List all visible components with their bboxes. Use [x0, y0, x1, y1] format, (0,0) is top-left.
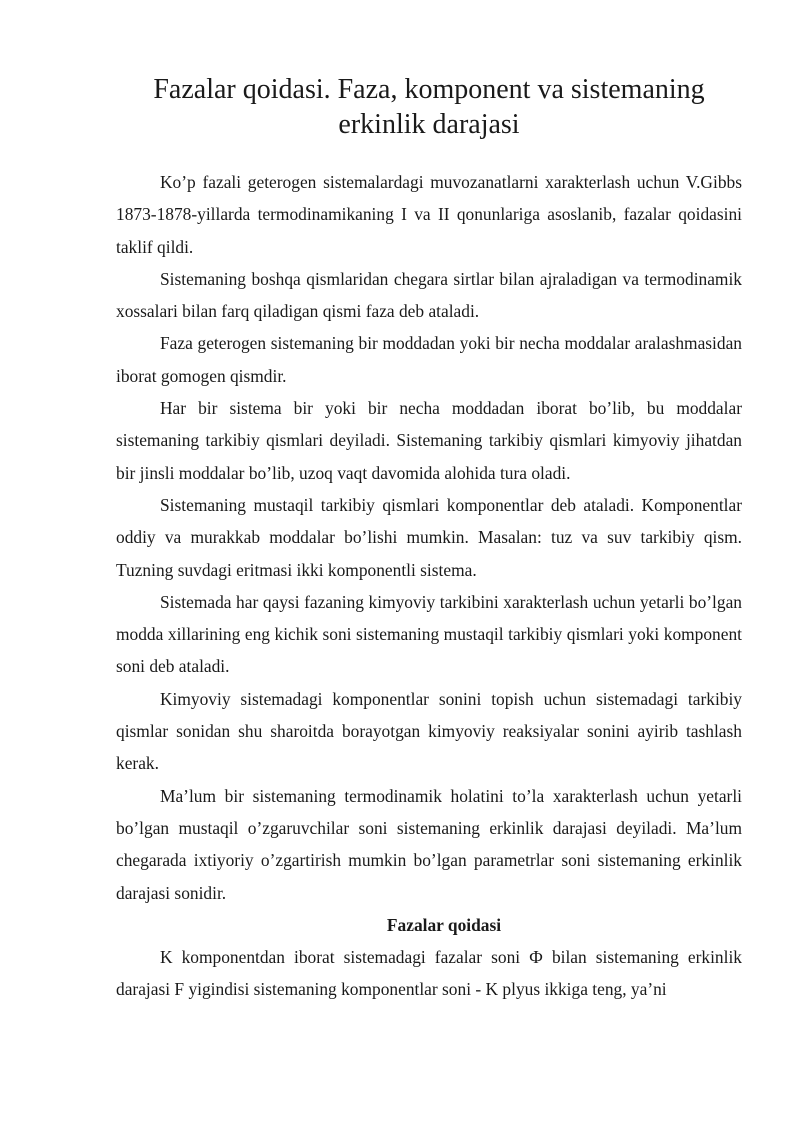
paragraph-phase-homogeneous: Faza geterogen sistemaning bir moddadan yoki bir necha moddalar aralashmasidan iborat gomogen qismdir.	[116, 333, 742, 386]
paragraph-constituents: Har bir sistema bir yoki bir necha moddadan iborat bo’lib, bu moddalar sistemaning tarkibiy qismlari deyiladi. Sistemaning tarkibiy qismlari kimyoviy jihatdan bir jinsli moddalar bo’lib, uzoq vaqt davomida alohida tura oladi.	[116, 398, 742, 483]
document-title: Fazalar qoidasi. Faza, komponent va sistemaning erkinlik darajasi	[153, 74, 705, 140]
paragraph-find-components: Kimyoviy sistemadagi komponentlar sonini topish uchun sistemadagi tarkibiy qismlar sonidan shu sharoitda borayotgan kimyoviy reaksiyalar sonini ayirib tashlash kerak.	[116, 688, 742, 774]
paragraph-components: Sistemaning mustaqil tarkibiy qismlari komponentlar deb ataladi. Komponentlar oddiy va murakkab moddalar bo’lishi mumkin. Masalan: tuz va suv tarkibiy qism. Tuzning suvdagi eritmasi ikki komponentli sistema.	[116, 494, 742, 580]
paragraph-component-count: Sistemada har qaysi fazaning kimyoviy tarkibini xarakterlash uchun yetarli bo’lgan modda xillarining eng kichik soni sistemaning mustaqil tarkibiy qismlari yoki komponent soni deb ataladi.	[116, 591, 742, 677]
document-page	[116, 72, 742, 1005]
paragraph-gibbs-intro: Ko’p fazali geterogen sistemalardagi muvozanatlarni xarakterlash uchun V.Gibbs 1873-1878-yillarda termodinamikaning I va II qonunlariga asoslanib, fazalar qoidasini taklif qildi.	[116, 172, 742, 257]
paragraph-phase-definition: Sistemaning boshqa qismlaridan chegara sirtlar bilan ajraladigan va termodinamik xossalari bilan farq qiladigan qismi faza deb ataladi.	[116, 268, 742, 322]
paragraph-phase-rule: K komponentdan iborat sistemadagi fazalar soni Ф bilan sistemaning erkinlik darajasi F yigindisi sistemaning komponentlar soni - K plyus ikkiga teng, ya’ni	[116, 946, 742, 1000]
paragraph-degrees-of-freedom: Ma’lum bir sistemaning termodinamik holatini to’la xarakterlash uchun yetarli bo’lgan mustaqil o’zgaruvchilar soni sistemaning erkinlik darajasi deyiladi. Ma’lum chegarada ixtiyoriy o’zgartirish mumkin bo’lgan parametrlar soni sistemaning erkinlik darajasi sonidir.	[116, 785, 742, 903]
section-heading: Fazalar qoidasi	[386, 914, 502, 935]
